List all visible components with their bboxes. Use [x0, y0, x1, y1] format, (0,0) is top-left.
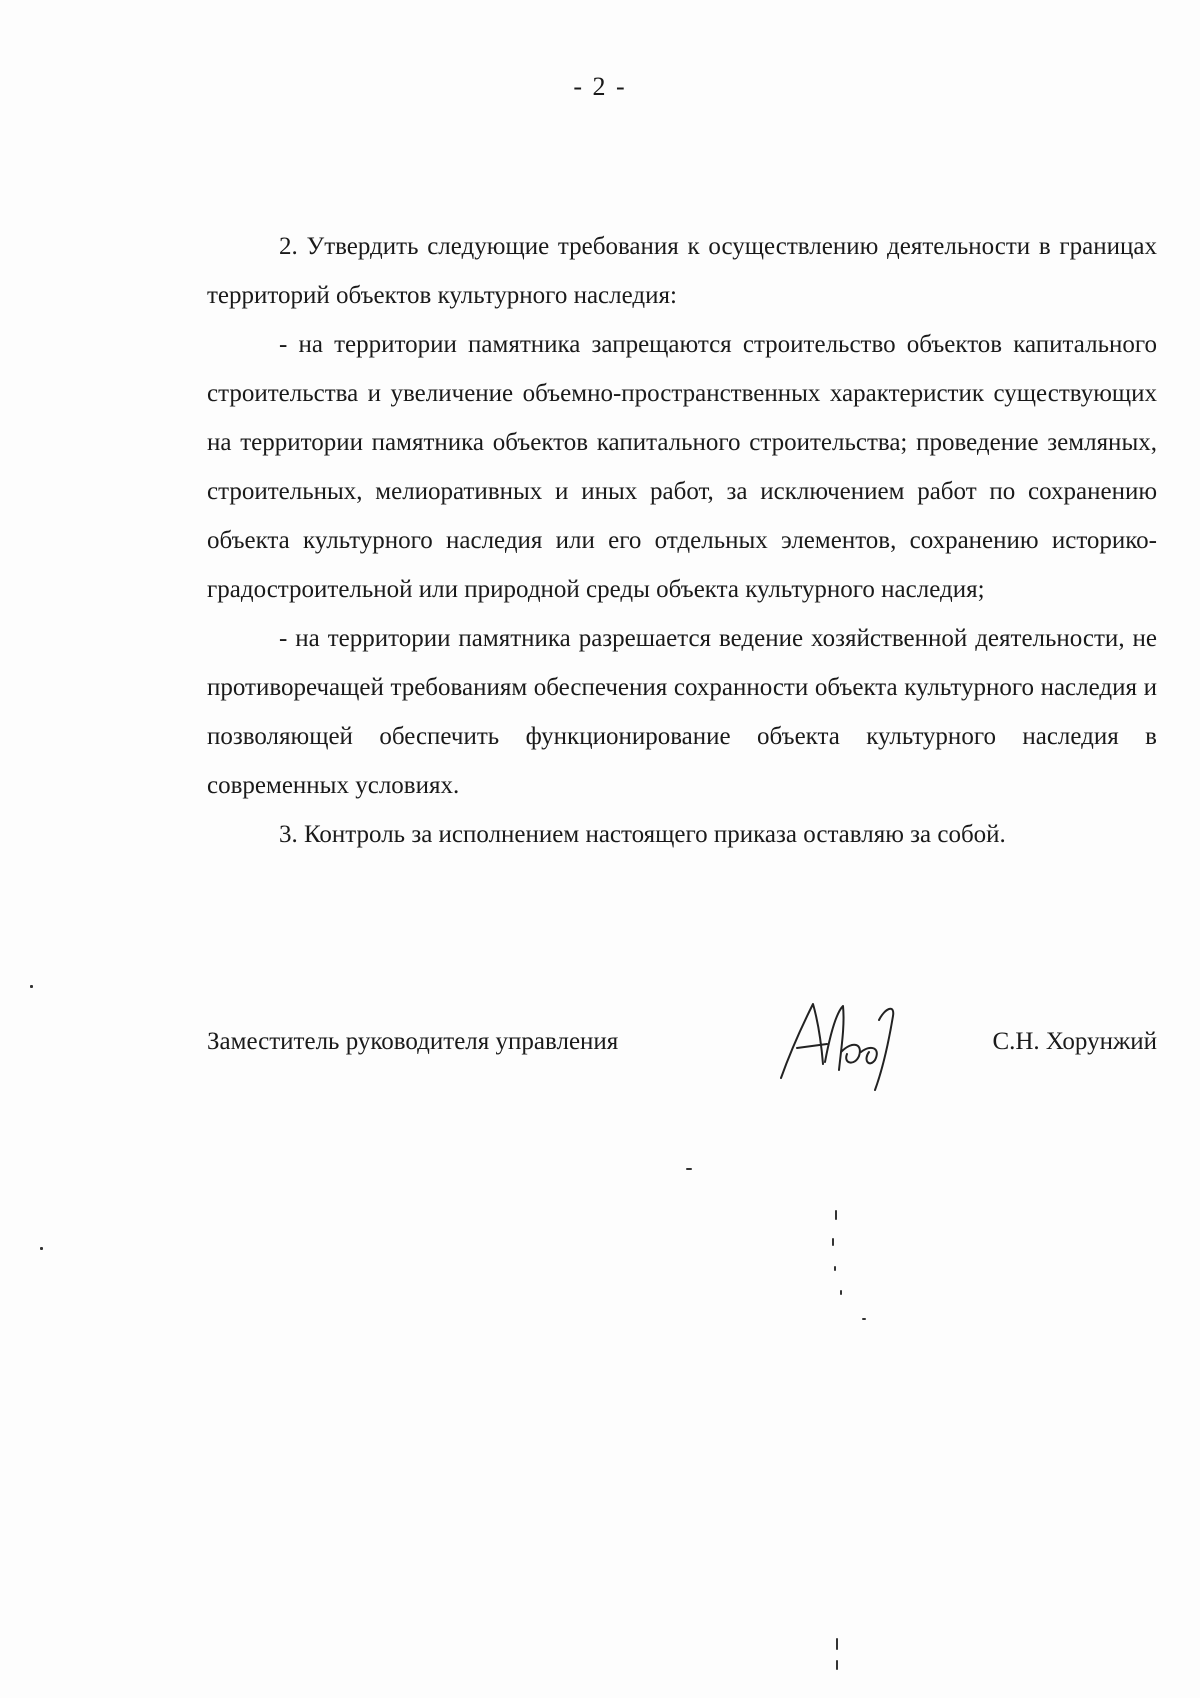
page-number: - 2 - [573, 72, 627, 101]
scan-speck [834, 1266, 836, 1271]
scan-speck [840, 1290, 842, 1295]
scan-speck [832, 1238, 834, 1246]
scan-speck [686, 1168, 692, 1170]
paragraph-prohibitions: - на территории памятника запрещаются строительство объектов капитального строительства и увеличение объемно-пространственных характеристик существующих на территории памятника объектов капитального строительства; проведение земляных, строительных, мелиоративных и иных работ, за исключением работ по сохранению объекта культурного наследия или его отдельных элементов, сохранению историко-градостроительной или природной среды объекта культурного наследия; [207, 331, 1157, 603]
document-body [207, 222, 1157, 859]
scan-speck [40, 1247, 43, 1250]
paragraph-permissions: - на территории памятника разрешается ведение хозяйственной деятельности, не противоречащей требованиям обеспечения сохранности объекта культурного наследия и позволяющей обеспечить функционирование объекта культурного наследия в современных условиях. [207, 625, 1157, 799]
signatory-title: Заместитель руководителя управления [207, 1028, 619, 1055]
signature-block [207, 990, 1157, 1110]
signatory-name: С.Н. Хорунжий [992, 1028, 1157, 1055]
scan-speck [30, 985, 33, 988]
paragraph-control: 3. Контроль за исполнением настоящего приказа оставляю за собой. [279, 821, 1006, 848]
handwritten-signature [767, 990, 917, 1100]
scan-speck [836, 1660, 838, 1670]
scan-speck [835, 1210, 837, 1220]
scan-speck [836, 1638, 838, 1650]
scan-speck [862, 1318, 866, 1320]
paragraph-requirements-intro: 2. Утвердить следующие требования к осуществлению деятельности в границах территорий объектов культурного наследия: [207, 233, 1157, 309]
